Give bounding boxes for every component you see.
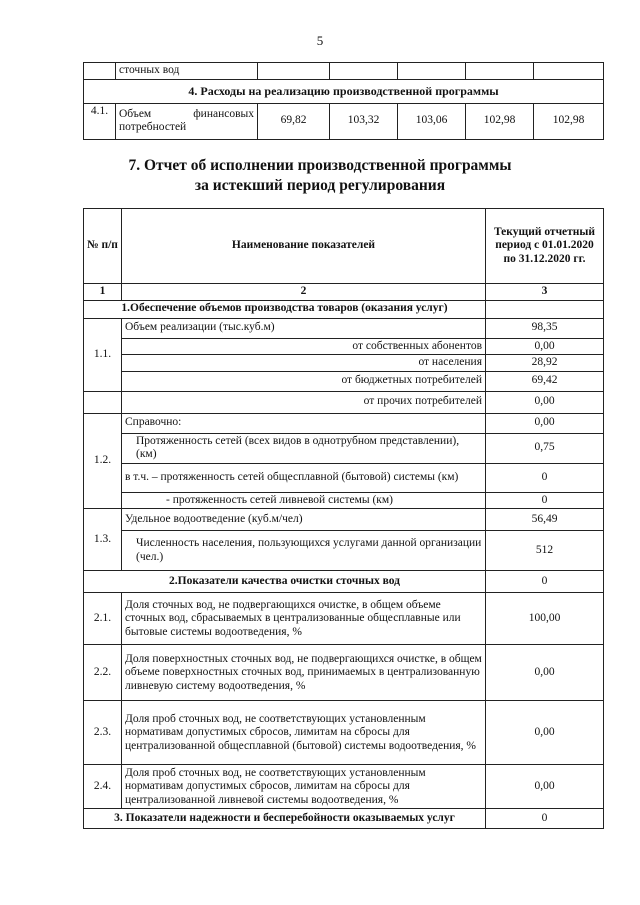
header-name: Наименование показателей	[122, 209, 486, 284]
row-name: Доля проб сточных вод, не соответствующих установленным нормативам допустимых сбросов, лимитам на сбросы для централизованной общесплавной (бытовой) системы водоотведения, %	[122, 701, 486, 765]
value-cell: 0,00	[486, 338, 604, 355]
program-table-continuation	[83, 62, 604, 140]
table-row	[84, 463, 604, 492]
value-cell: 98,35	[486, 318, 604, 338]
row-number: 2.3.	[84, 701, 122, 765]
table-row	[84, 63, 604, 80]
value-cell: 0,00	[486, 701, 604, 765]
value-cell: 103,32	[330, 103, 398, 139]
row-number: 2.1.	[84, 593, 122, 645]
row-number: 4.1.	[84, 103, 116, 139]
section-heading: 7. Отчет об исполнении производственной программы	[128, 157, 512, 174]
table-row	[84, 492, 604, 509]
row-name: от прочих потребителей	[122, 391, 486, 413]
row-number: 1.2.	[84, 413, 122, 509]
table-row	[84, 355, 604, 372]
row-name: - протяженность сетей ливневой системы (км)	[122, 492, 486, 509]
row-name: от собственных абонентов	[122, 338, 486, 355]
row-number: 2.2.	[84, 645, 122, 701]
table-row	[84, 509, 604, 531]
row-number: 1.3.	[84, 509, 122, 571]
row-number: 2.4.	[84, 765, 122, 809]
section-1-title: 1.Обеспечение объемов производства товаров (оказания услуг)	[84, 300, 486, 318]
value-cell: 56,49	[486, 509, 604, 531]
value-cell: 0	[486, 809, 604, 829]
row-name: Справочно:	[122, 413, 486, 433]
row-name: Доля сточных вод, не подвергающихся очистке, в общем объеме сточных вод, сбрасываемых в централизованные общесплавные или бытовые системы водоотведения, %	[122, 593, 486, 645]
page-number: 5	[316, 33, 324, 48]
value-cell: 0	[486, 571, 604, 593]
table-row	[84, 338, 604, 355]
row-name: Объем реализации (тыс.куб.м)	[122, 318, 486, 338]
section-row	[84, 79, 604, 103]
table-row	[84, 103, 604, 139]
value-cell: 102,98	[534, 103, 604, 139]
row-name: от бюджетных потребителей	[122, 371, 486, 391]
value-cell: 0,00	[486, 413, 604, 433]
section-subheading: за истекший период регулирования	[194, 177, 446, 194]
value-cell: 102,98	[466, 103, 534, 139]
value-cell: 103,06	[398, 103, 466, 139]
row-name: сточных вод	[116, 63, 258, 80]
row-name: Доля поверхностных сточных вод, не подвергающихся очистке, в общем объеме поверхностных сточных вод, принимаемых в централизованную ливневую систему водоотведения, %	[122, 645, 486, 701]
row-number: 1.1.	[84, 318, 122, 391]
table-row	[84, 318, 604, 338]
table-header-row	[84, 209, 604, 284]
table-row	[84, 701, 604, 765]
value-cell: 28,92	[486, 355, 604, 372]
value-cell: 100,00	[486, 593, 604, 645]
section-row	[84, 571, 604, 593]
value-cell: 69,42	[486, 371, 604, 391]
row-name: от населения	[122, 355, 486, 372]
value-cell: 0,00	[486, 391, 604, 413]
table-row	[84, 371, 604, 391]
value-cell: 69,82	[258, 103, 330, 139]
table-row	[84, 531, 604, 571]
table-row	[84, 593, 604, 645]
section-row	[84, 809, 604, 829]
row-name: в т.ч. – протяженность сетей общесплавной (бытовой) системы (км)	[122, 463, 486, 492]
row-name: Протяженность сетей (всех видов в однотрубном представлении), (км)	[122, 433, 486, 463]
report-table	[83, 208, 604, 829]
col-number: 3	[486, 284, 604, 301]
value-cell: 512	[486, 531, 604, 571]
row-name: Удельное водоотведение (куб.м/чел)	[122, 509, 486, 531]
col-number: 1	[84, 284, 122, 301]
col-number: 2	[122, 284, 486, 301]
row-name: Объем финансовых потребностей	[116, 103, 258, 139]
section-3-title: 3. Показатели надежности и бесперебойности оказываемых услуг	[84, 809, 486, 829]
table-row	[84, 391, 604, 413]
value-cell: 0,00	[486, 645, 604, 701]
table-row	[84, 645, 604, 701]
value-cell: 0	[486, 492, 604, 509]
section-row	[84, 300, 604, 318]
section-2-title: 2.Показатели качества очистки сточных вод	[84, 571, 486, 593]
value-cell: 0,75	[486, 433, 604, 463]
row-name: Доля проб сточных вод, не соответствующих установленным нормативам допустимых сбросов, лимитам на сбросы для централизованной ливневой системы водоотведения, %	[122, 765, 486, 809]
value-cell: 0	[486, 463, 604, 492]
table-row	[84, 433, 604, 463]
value-cell: 0,00	[486, 765, 604, 809]
header-period: Текущий отчетный период с 01.01.2020 по 31.12.2020 гг.	[486, 209, 604, 284]
table-row	[84, 765, 604, 809]
header-num: № п/п	[84, 209, 122, 284]
column-numbers-row	[84, 284, 604, 301]
section-4-title: 4. Расходы на реализацию производственной программы	[84, 79, 604, 103]
row-name: Численность населения, пользующихся услугами данной организации (чел.)	[122, 531, 486, 571]
table-row	[84, 413, 604, 433]
